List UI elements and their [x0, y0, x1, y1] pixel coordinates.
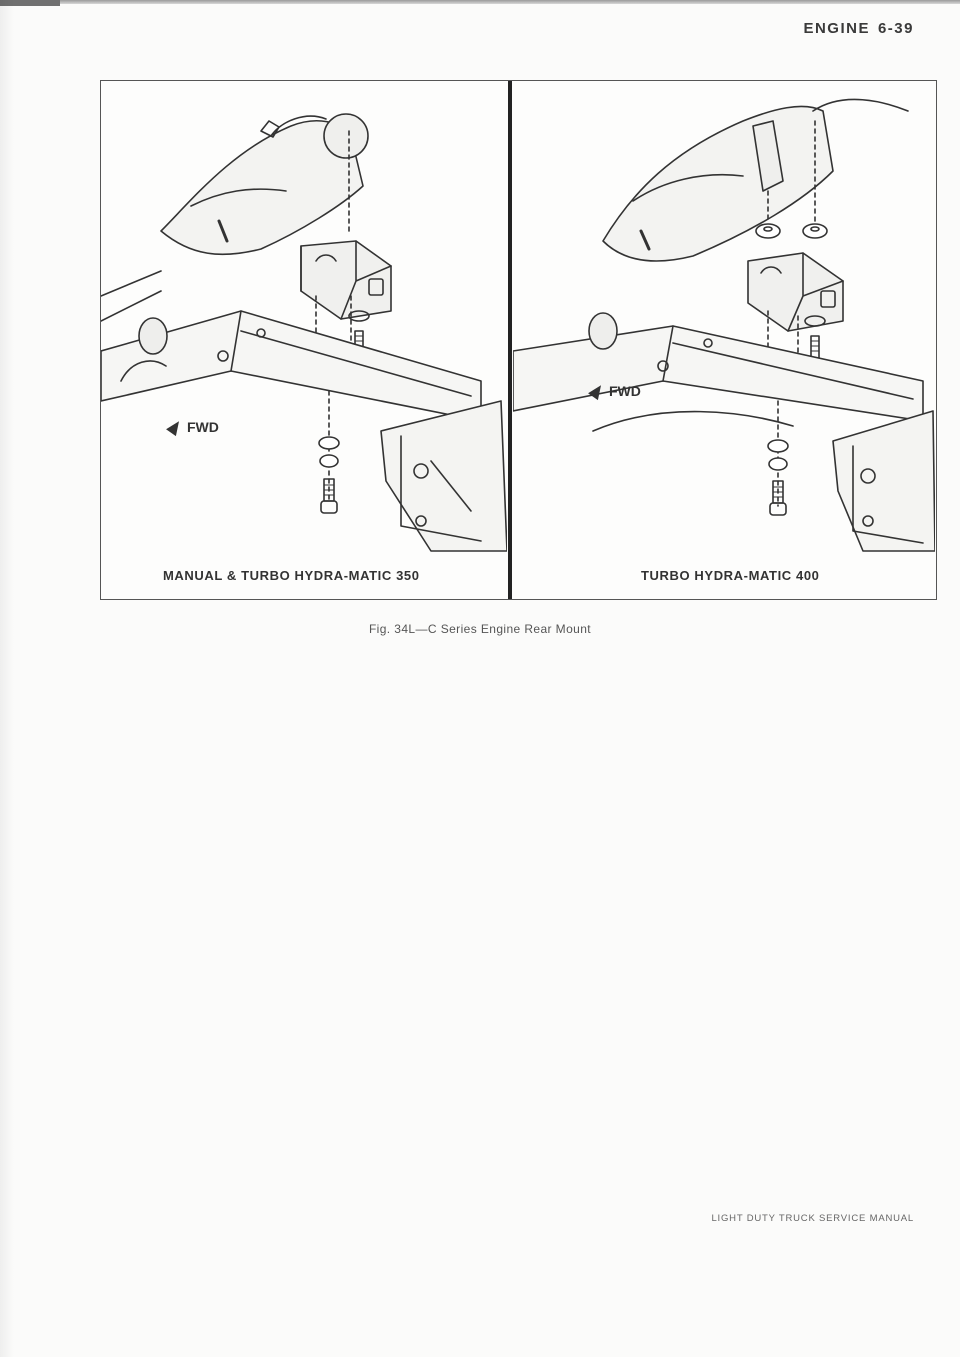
forward-arrow-icon	[588, 382, 606, 400]
page-header	[803, 20, 914, 37]
panel-caption-manual-th350: MANUAL & TURBO HYDRA-MATIC 350	[163, 568, 420, 583]
page-edge-shadow	[0, 0, 14, 1357]
rear-mount-illustration-th350	[101, 81, 507, 599]
top-rule	[0, 0, 960, 4]
fwd-label: FWD	[187, 419, 219, 435]
fwd-indicator	[591, 383, 641, 399]
section-title: ENGINE	[803, 20, 870, 37]
illustration-panel-manual-th350	[101, 81, 507, 599]
figure-frame	[100, 80, 937, 600]
page-footer: LIGHT DUTY TRUCK SERVICE MANUAL	[711, 1213, 914, 1224]
illustration-panel-th400	[513, 81, 935, 599]
panel-divider	[508, 81, 512, 599]
fwd-label: FWD	[609, 383, 641, 399]
page-number: 6-39	[877, 20, 914, 37]
panel-caption-th400: TURBO HYDRA-MATIC 400	[641, 568, 820, 583]
fwd-indicator	[169, 419, 219, 435]
forward-arrow-icon	[166, 418, 184, 436]
figure-caption: Fig. 34L—C Series Engine Rear Mount	[368, 622, 592, 636]
rear-mount-illustration-th400	[513, 81, 935, 599]
